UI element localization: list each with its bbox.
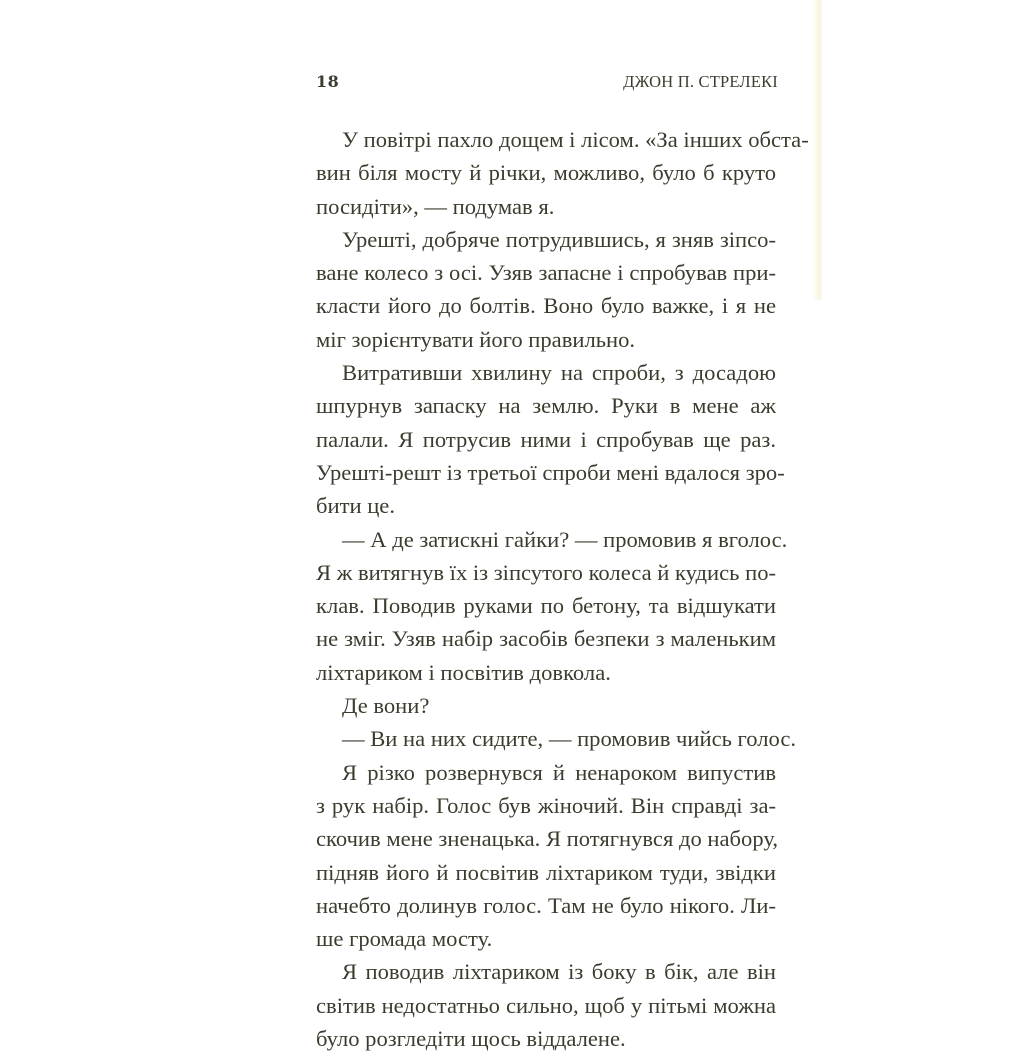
text-line: Витративши хвилину на спроби, з досадою — [342, 360, 776, 386]
text-line: світив недостатньо сильно, щоб у пітьмі можна — [316, 992, 776, 1018]
text-line: Я ж витягнув їх із зіпсутого колеса й кудись по- — [316, 559, 777, 585]
text-line: начебто долинув голос. Там не було нікого. Ли- — [316, 892, 776, 918]
running-head — [316, 70, 776, 100]
text-line: вин біля мосту й річки, можливо, було б круто — [316, 160, 776, 186]
text-line: ше громада мосту. — [316, 926, 493, 952]
text-line: Урешті, добряче потрудившись, я зняв зіпсо- — [342, 226, 776, 252]
text-line: — Ви на них сидите, — промовив чийсь голос. — [342, 726, 797, 752]
body-text — [316, 123, 809, 1055]
text-line: Урешті-решт із третьої спроби мені вдалося зро- — [316, 459, 785, 485]
text-line: ване колесо з осі. Узяв запасне і спробував при- — [316, 260, 776, 286]
text-line: скочив мене зненацька. Я потягнувся до набору, — [316, 826, 779, 852]
text-line: бити це. — [316, 493, 395, 519]
text-line: — А де затискні гайки? — промовив я вголос. — [342, 526, 788, 552]
text-line: У повітрі пахло дощем і лісом. «За інших обста- — [342, 127, 809, 152]
running-title: ДЖОН П. СТРЕЛЕКІ — [623, 72, 778, 91]
text-line: Я різко розвернувся й ненароком випустив — [342, 759, 776, 785]
text-line: класти його до болтів. Воно було важке, і я не — [316, 293, 776, 319]
text-line: міг зорієнтувати його правильно. — [316, 326, 636, 352]
text-line: підняв його й посвітив ліхтариком туди, звідки — [316, 859, 776, 885]
text-line: Я поводив ліхтариком із боку в бік, але він — [342, 959, 776, 985]
text-line: палали. Я потрусив ними і спробував ще раз. — [316, 426, 776, 452]
text-line: шпурнув запаску на землю. Руки в мене аж — [316, 393, 776, 419]
page-edge-shadow — [813, 0, 822, 300]
text-line: було розгледіти щось віддалене. — [316, 1026, 626, 1052]
text-line: посидіти», — подумав я. — [316, 193, 555, 219]
text-line: не зміг. Узяв набір засобів безпеки з маленьким — [316, 626, 776, 652]
text-line: клав. Поводив руками по бетону, та відшукати — [316, 593, 776, 619]
text-line: Де вони? — [342, 693, 430, 719]
text-line: ліхтариком і посвітив довкола. — [316, 659, 611, 685]
page-number: 18 — [316, 72, 340, 91]
text-line: з рук набір. Голос був жіночий. Він справді за- — [316, 792, 776, 818]
